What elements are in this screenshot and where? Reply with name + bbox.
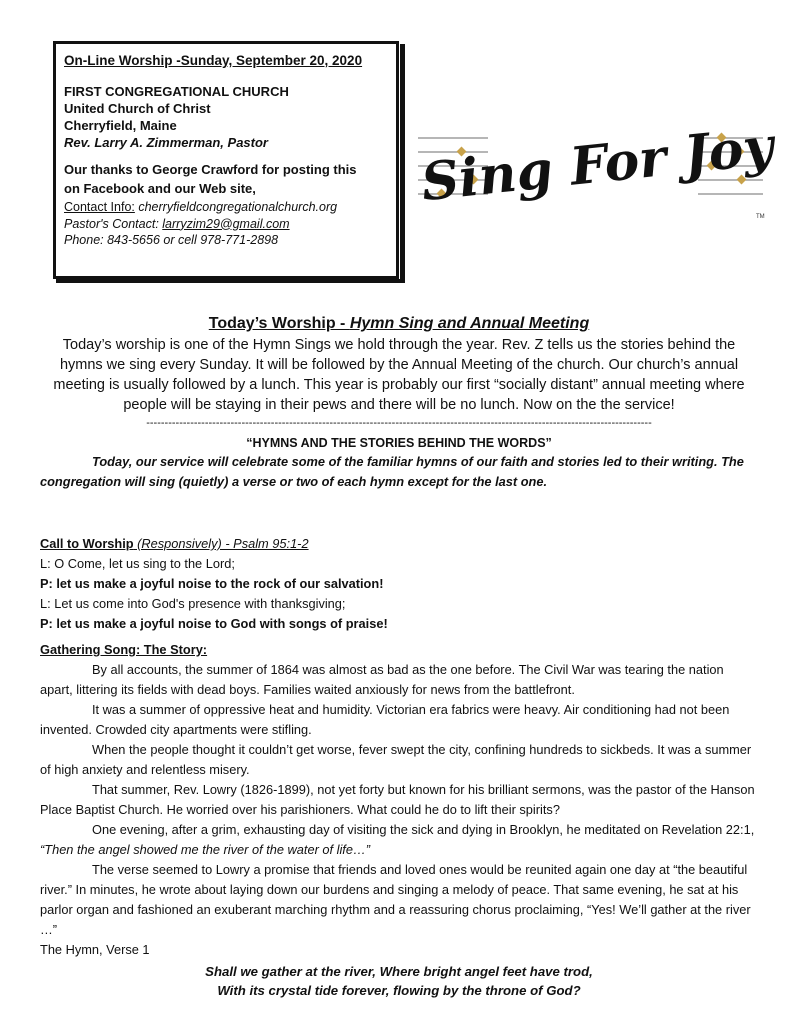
- story-paragraph-5-text: One evening, after a grim, exhausting day of visiting the sick and dying in Brooklyn, he meditated on Revelation 22:1,: [92, 822, 755, 837]
- contact-label: Contact Info:: [64, 200, 135, 214]
- revelation-quote: “Then the angel showed me the river of the water of life…”: [40, 842, 371, 857]
- story-paragraph-6: The verse seemed to Lowry a promise that friends and loved ones would be reunited again one day at “the beautiful river.” In minutes, he wrote about laying down our burdens and singing a melody of peace. That same evening, he sat at his parlor organ and fashioned an exuberant marching rhythm and a reassuring chorus proclaiming, “Yes! We’ll gather at the river …”: [40, 862, 751, 937]
- phone-line: Phone: 843-5656 or cell 978-771-2898: [64, 233, 279, 247]
- worship-title-prefix: Today’s Worship -: [208, 315, 350, 332]
- worship-section: [40, 314, 758, 492]
- thanks-line-1: Our thanks to George Crawford for posting this: [64, 162, 357, 177]
- logo-trademark: TM: [756, 214, 765, 220]
- hymns-title: “HYMNS AND THE STORIES BEHIND THE WORDS”: [246, 436, 552, 450]
- pastor-contact: [64, 216, 388, 233]
- gathering-heading: Gathering Song: The Story:: [40, 642, 208, 657]
- hymn-verse-line-2: With its crystal tide forever, flowing by the throne of God?: [217, 983, 581, 998]
- call-leader-1: L: O Come, let us sing to the Lord;: [40, 556, 235, 571]
- story-paragraph-4: That summer, Rev. Lowry (1826-1899), not yet forty but known for his brilliant sermons, was the pastor of the Hanson Place Baptist Church. He worried over his parishioners. What could he do to lift their spirits?: [40, 782, 755, 817]
- pastor-email-link[interactable]: larryzim29@gmail.com: [162, 216, 290, 231]
- sing-for-joy-logo: [418, 90, 777, 225]
- hymn-label: The Hymn, Verse 1: [40, 942, 150, 957]
- church-denomination: United Church of Christ: [64, 101, 211, 116]
- call-to-worship: [40, 534, 758, 634]
- call-people-1: P: let us make a joyful noise to the rock of our salvation!: [40, 576, 384, 591]
- call-heading: Call to Worship: [40, 536, 134, 551]
- story-paragraph-2: It was a summer of oppressive heat and humidity. Victorian era fabrics were heavy. Air conditioning had not been invented. Crowded city apartments were stifling.: [40, 702, 730, 737]
- divider-dashes: ------------------------------------------------------------------------------------------------------------------------------------------: [146, 417, 652, 429]
- thanks-line-2: on Facebook and our Web site,: [64, 181, 256, 196]
- hymn-verse-line-1: Shall we gather at the river, Where bright angel feet have trod,: [205, 964, 593, 979]
- call-leader-2: L: Let us come into God's presence with thanksgiving;: [40, 596, 346, 611]
- logo-text: Sing For Joy: [418, 115, 777, 214]
- church-location: Cherryfield, Maine: [64, 118, 177, 133]
- call-heading-sub: (Responsively) - Psalm 95:1-2: [133, 536, 309, 551]
- call-people-2: P: let us make a joyful noise to God with songs of praise!: [40, 616, 388, 631]
- gathering-song: [40, 640, 758, 1000]
- contact-info: [64, 199, 388, 216]
- church-name: FIRST CONGREGATIONAL CHURCH: [64, 84, 289, 99]
- worship-title-italic: Hymn Sing and Annual Meeting: [349, 315, 590, 332]
- contact-website[interactable]: cherryfieldcongregationalchurch.org: [134, 200, 338, 214]
- pastor-contact-label: Pastor's Contact:: [64, 216, 163, 231]
- story-paragraph-5: [40, 820, 758, 860]
- story-paragraph-3: When the people thought it couldn’t get worse, fever swept the city, confining hundreds to sickbeds. It was a summer of high anxiety and relentless misery.: [40, 742, 752, 777]
- box-shadow-bottom: [56, 279, 405, 283]
- box-shadow-right: [400, 44, 405, 282]
- worship-intro: Today’s worship is one of the Hymn Sings we hold through the year. Rev. Z tells us the stories behind the hymns we sing every Sunday. It will be followed by the Annual Meeting of the church. Our church’s annual meeting is usually followed by a lunch. This year is probably our first “socially distant” annual meeting where people will be staying in their pews and there will be no lunch. Now on the the service!: [53, 337, 745, 413]
- service-note: Today, our service will celebrate some of the familiar hymns of our faith and stories led to their writing. The congregation will sing (quietly) a verse or two of each hymn except for the last one.: [40, 454, 744, 489]
- story-paragraph-1: By all accounts, the summer of 1864 was almost as bad as the one before. The Civil War was tearing the nation apart, littering its fields with dead boys. Families waited anxiously for news from the battlefront.: [40, 662, 724, 697]
- church-info-box: [53, 41, 399, 279]
- worship-title: [40, 314, 758, 334]
- pastor-name: Rev. Larry A. Zimmerman, Pastor: [64, 135, 268, 150]
- worship-date-heading: On-Line Worship -Sunday, September 20, 2020: [64, 53, 363, 68]
